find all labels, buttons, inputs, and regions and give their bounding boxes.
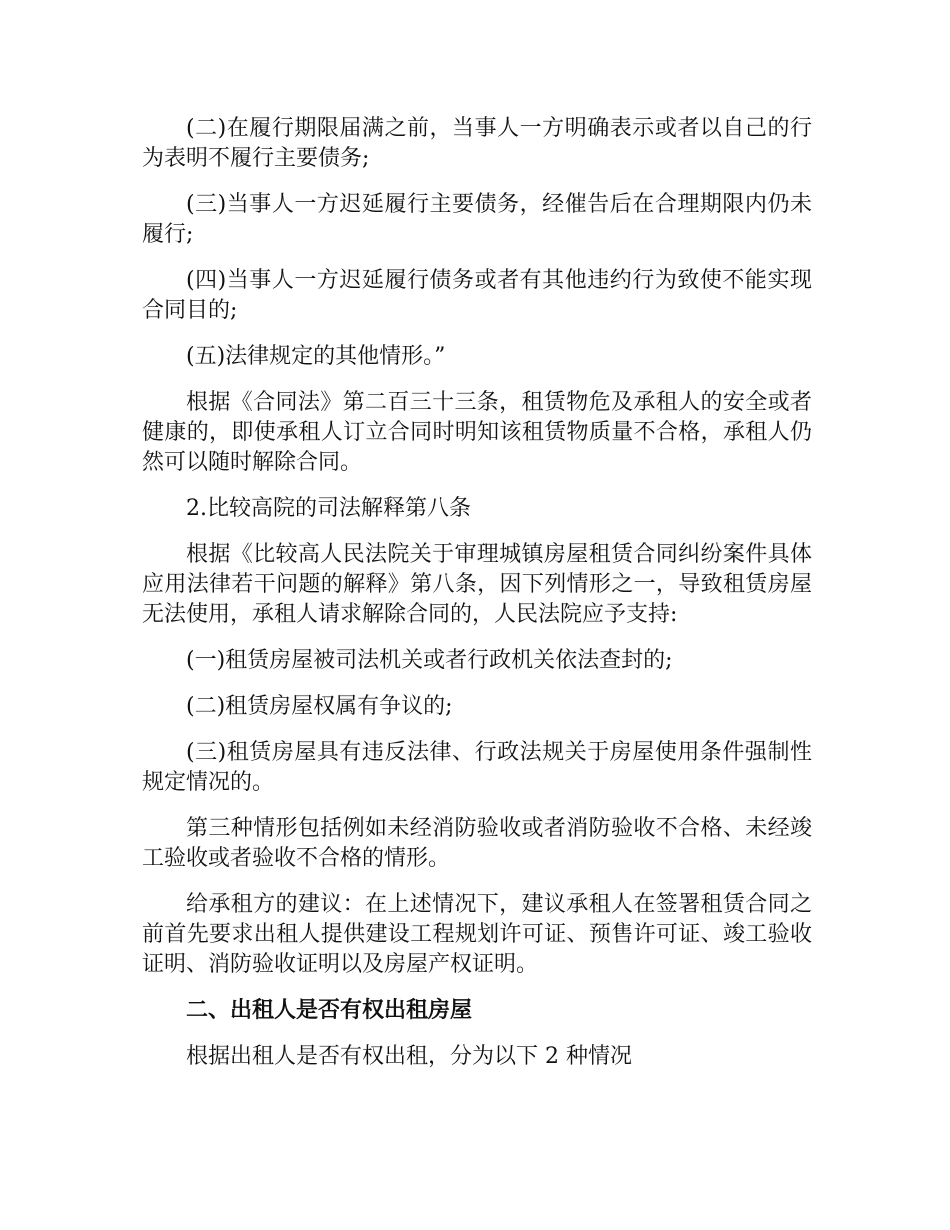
paragraph-article-233: 根据《合同法》第二百三十三条，租赁物危及承租人的安全或者健康的，即使承租人订立合同时明知该租赁物质量不合格，承租人仍然可以随时解除合同。 xyxy=(142,390,812,475)
paragraph-clause-2: (二)在履行期限届满之前，当事人一方明确表示或者以自己的行为表明不履行主要债务; xyxy=(142,116,812,171)
paragraph-situation-3: (三)租赁房屋具有违反法律、行政法规关于房屋使用条件强制性规定情况的。 xyxy=(142,740,812,795)
paragraph-situation-1: (一)租赁房屋被司法机关或者行政机关依法查封的; xyxy=(186,648,673,673)
paragraph-third-situation-note: 第三种情形包括例如未经消防验收或者消防验收不合格、未经竣工验收或者验收不合格的情形。 xyxy=(142,816,812,871)
paragraph-clause-3: (三)当事人一方迟延履行主要债务，经催告后在合理期限内仍未履行; xyxy=(142,192,812,247)
paragraph-situation-2: (二)租赁房屋权属有争议的; xyxy=(186,694,453,719)
subsection-title: 2.比较高院的司法解释第八条 xyxy=(186,496,471,521)
paragraph-clause-4: (四)当事人一方迟延履行债务或者有其他违约行为致使不能实现合同目的; xyxy=(142,268,812,323)
section-heading: 二、出租人是否有权出租房屋 xyxy=(186,998,473,1023)
paragraph-clause-5: (五)法律规定的其他情形。” xyxy=(186,344,446,369)
document-page xyxy=(142,114,812,1088)
paragraph-interpretation-article-8: 根据《比较高人民法院关于审理城镇房屋租赁合同纠纷案件具体应用法律若干问题的解释》第八条，因下列情形之一，导致租赁房屋无法使用，承租人请求解除合同的，人民法院应予支持: xyxy=(142,542,812,627)
paragraph-closing: 根据出租人是否有权出租，分为以下 2 种情况 xyxy=(186,1044,632,1069)
paragraph-advice: 给承租方的建议：在上述情况下，建议承租人在签署租赁合同之前首先要求出租人提供建设工程规划许可证、预售许可证、竣工验收证明、消防验收证明以及房屋产权证明。 xyxy=(142,892,812,977)
